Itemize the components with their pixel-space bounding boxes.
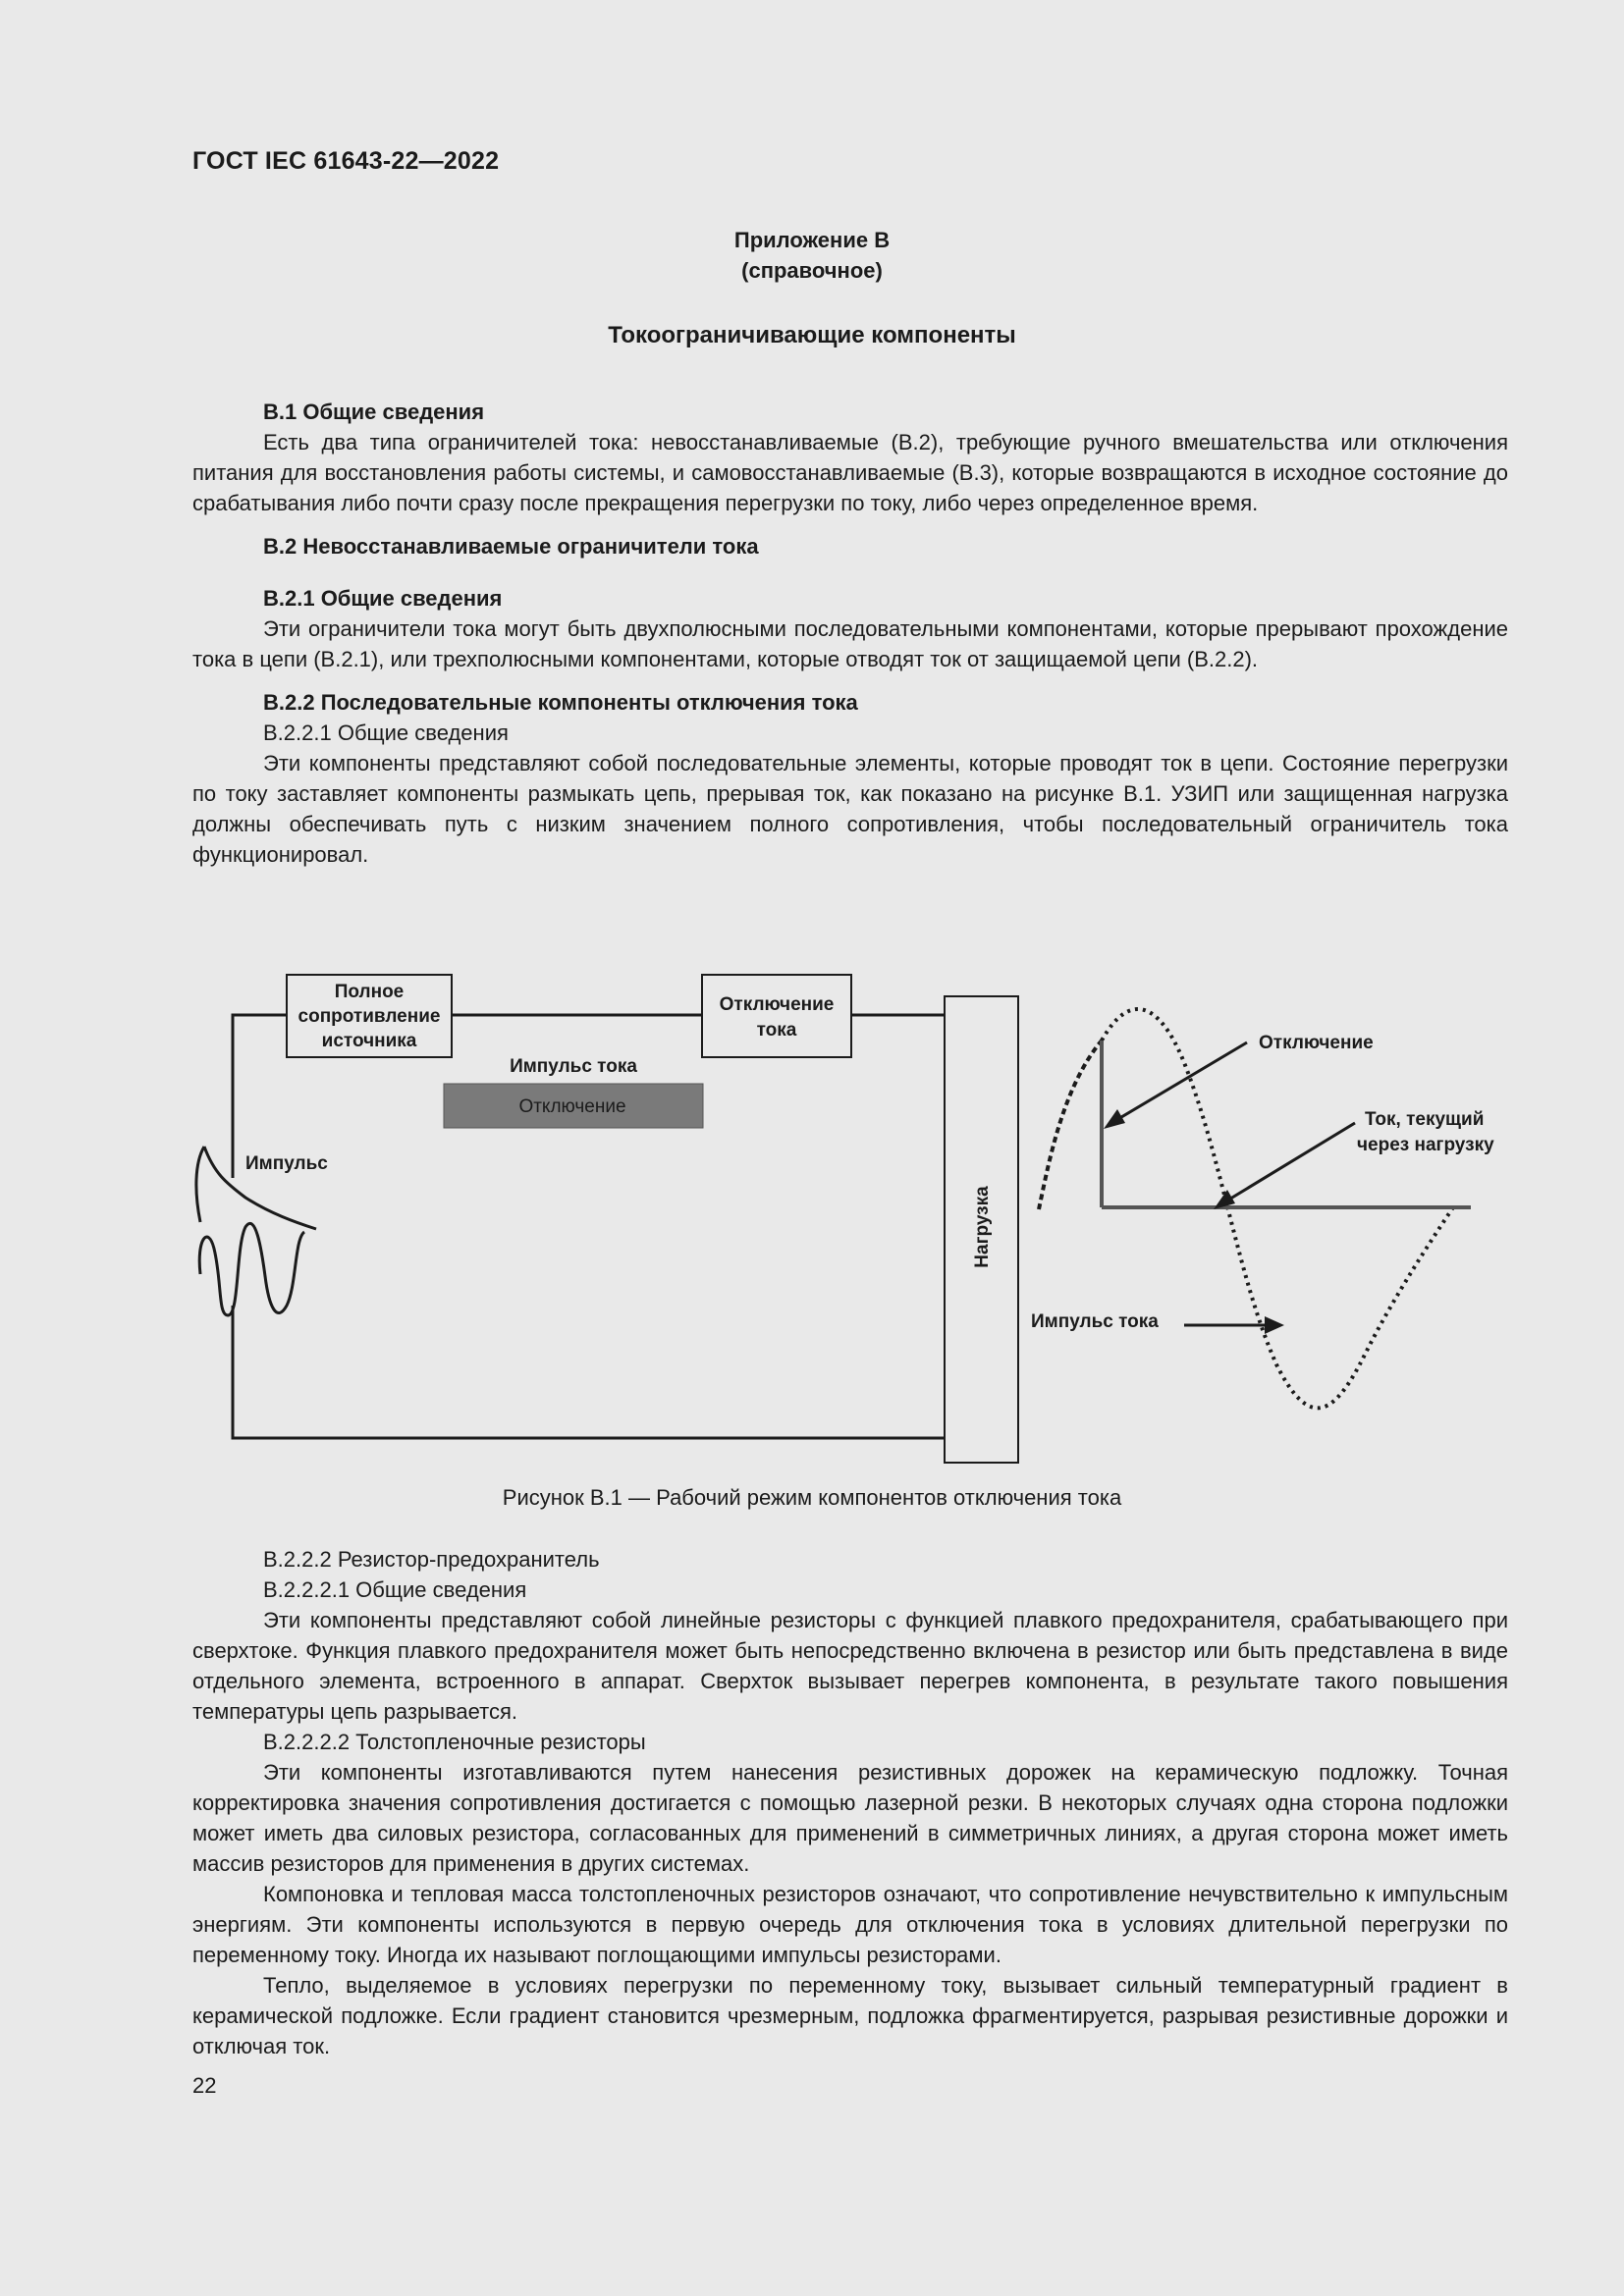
section-b2-heading: В.2 Невосстанавливаемые ограничители тока xyxy=(263,534,759,559)
trip-label: Отключение xyxy=(1259,1033,1374,1053)
figure-caption: Рисунок В.1 — Рабочий режим компонентов отключения тока xyxy=(502,1485,1122,1510)
trip-current-box xyxy=(702,975,851,1057)
source-box-line1: Полное xyxy=(334,982,405,1002)
annex-title: Приложение В xyxy=(733,228,891,252)
load-current-arrow-line xyxy=(1222,1123,1355,1203)
circuit-wire-bottom xyxy=(233,1306,945,1438)
impulse-arrow-head xyxy=(1265,1316,1284,1334)
load-current-rise xyxy=(1039,1041,1102,1209)
oscillation-curve xyxy=(199,1223,304,1315)
section-b22-heading: В.2.2 Последовательные компоненты отключения тока xyxy=(263,690,858,715)
annex-status: (справочное) xyxy=(741,258,883,283)
load-current-label-line1: Ток, текущий xyxy=(1365,1109,1485,1130)
section-b21-text: Эти ограничители тока могут быть двухполюсными последовательными компонентами, которые прерывают прохождение тока в цепи (В.2.1), или трехполюсными компонентами, которые отводят ток от защищаемой цепи (В.2.2). xyxy=(192,616,1508,671)
annex-name: Токоограничивающие компоненты xyxy=(608,322,1016,348)
load-label: Нагрузка xyxy=(972,1186,993,1268)
trip-arrow-line xyxy=(1111,1042,1247,1123)
source-box-line3: источника xyxy=(321,1031,417,1051)
trip-box-line1: Отключение xyxy=(719,994,835,1015)
page-number: 22 xyxy=(192,2073,217,2098)
section-b221-text: Эти компоненты представляют собой последовательные элементы, которые проводят ток в цепи. Состояние перегрузки по току заставляет компоненты размыкать цепь, прерывая ток, как показано на рисунке В.1. УЗИП или защищенная нагрузка должны обеспечивать путь с низким значением полного сопротивления, чтобы последовательный ограничитель тока функционировал. xyxy=(192,751,1508,867)
section-b21-heading: В.2.1 Общие сведения xyxy=(263,586,503,611)
load-current-label-line2: через нагрузку xyxy=(1357,1135,1494,1155)
source-box-line2: сопротивление xyxy=(298,1006,441,1027)
trip-arrow-head xyxy=(1104,1109,1125,1129)
impulse-current-label: Импульс тока xyxy=(510,1056,637,1077)
section-b1-text: Есть два типа ограничителей тока: невосстанавливаемые (В.2), требующие ручного вмешательства или отключения питания для восстановления работы системы, и самовосстанавливаемые (В.3), которые возвращаются в исходное состояние до срабатывания либо почти сразу после прекращения перегрузки по току, либо через определенное время. xyxy=(192,430,1508,515)
document-code: ГОСТ IEC 61643-22—2022 xyxy=(192,147,500,175)
trip-bar-label: Отключение xyxy=(518,1096,626,1117)
thick-film-paragraph-3: Тепло, выделяемое в условиях перегрузки по переменному току, вызывает сильный температурный градиент в керамической подложке. Если градиент становится чрезмерным, подложка фрагментируется, разрывая резистивные дорожки и отключая ток. xyxy=(192,1973,1508,2058)
section-b2221-heading: В.2.2.2.1 Общие сведения xyxy=(263,1577,527,1602)
trip-box-line2: тока xyxy=(756,1020,797,1041)
section-b2222-heading: В.2.2.2.2 Толстопленочные резисторы xyxy=(263,1730,646,1754)
section-b2221-text: Эти компоненты представляют собой линейные резисторы с функцией плавкого предохранителя, срабатывающего при сверхтоке. Функция плавкого предохранителя может быть непосредственно включена в резистор или быть представлена в виде отдельного элемента, встроенного в аппарат. Сверхток вызывает перегрев компонента, в результате такого повышения температуры цепь разрывается. xyxy=(192,1608,1508,1724)
thick-film-paragraph-2: Компоновка и тепловая масса толстопленочных резисторов означают, что сопротивление нечувствительно к импульсным энергиям. Эти компоненты используются в первую очередь для отключения тока в условиях длительной перегрузки по переменному току. Иногда их называют поглощающими импульсы резисторами. xyxy=(192,1882,1508,1967)
section-b222-heading: В.2.2.2 Резистор-предохранитель xyxy=(263,1547,600,1572)
wave-impulse-label: Импульс тока xyxy=(1031,1311,1159,1332)
section-b2222-text: Эти компоненты изготавливаются путем нанесения резистивных дорожек на керамическую подложку. Точная корректировка значения сопротивления достигается с помощью лазерной резки. В некоторых случаях одна сторона подложки может иметь два силовых резистора, согласованных для применений в симметричных линиях, а другая сторона может иметь массив резисторов для применения в других системах. xyxy=(192,1760,1508,1876)
lower-text xyxy=(192,1544,1508,2061)
section-b1-heading: В.1 Общие сведения xyxy=(263,400,485,424)
section-b221-heading: В.2.2.1 Общие сведения xyxy=(263,721,509,745)
impulse-label: Импульс xyxy=(245,1153,328,1174)
